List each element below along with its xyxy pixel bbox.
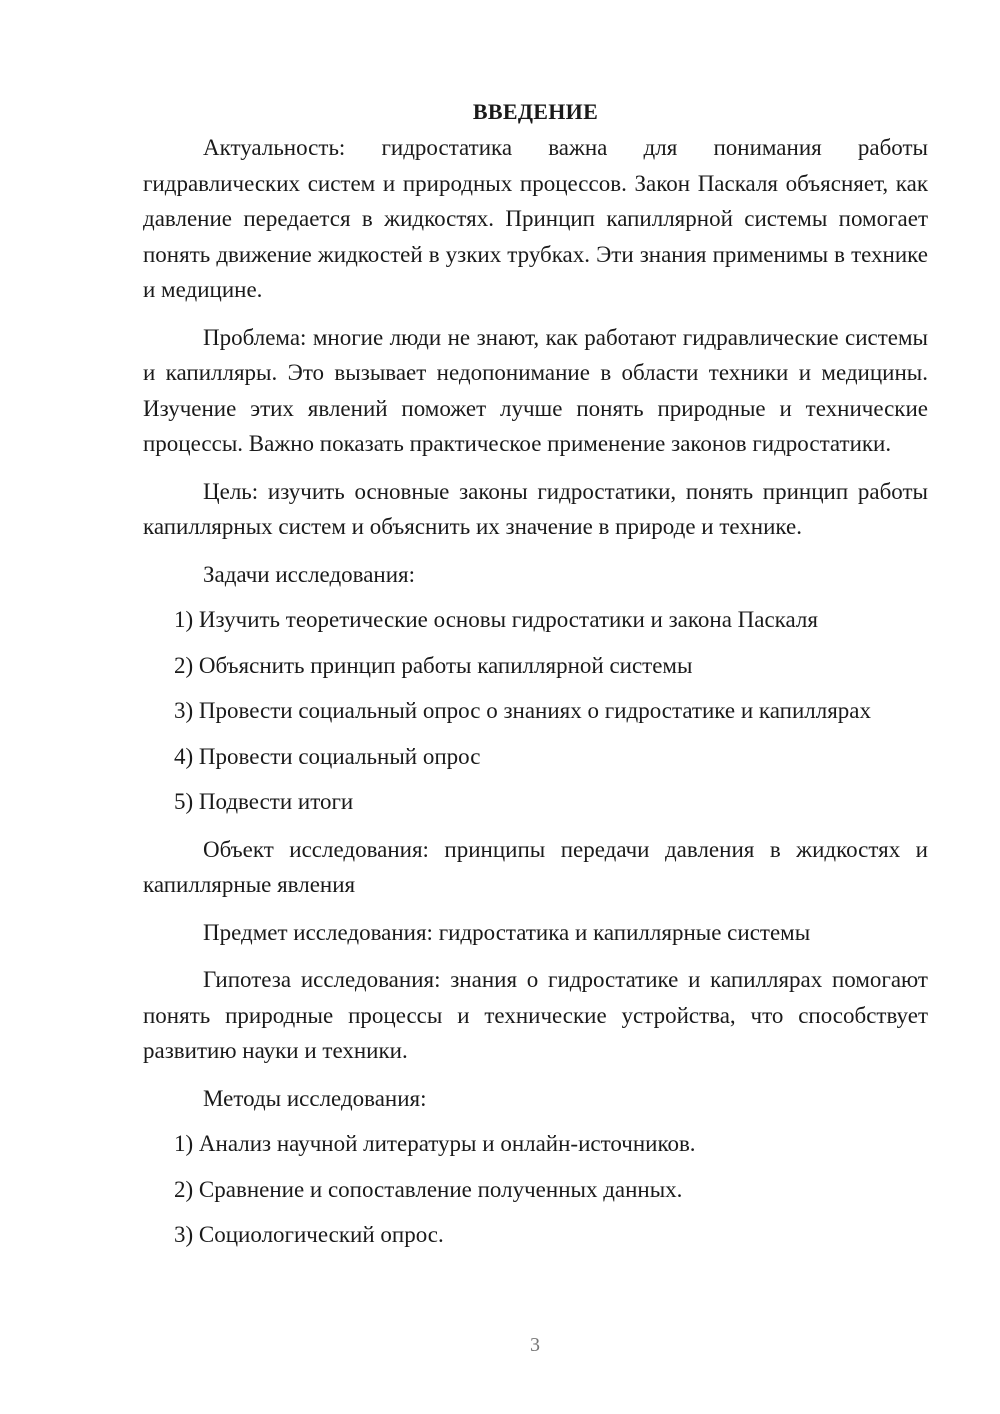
tasks-heading: Задачи исследования: bbox=[203, 561, 416, 587]
page-number: 3 bbox=[530, 1334, 540, 1356]
document-body bbox=[143, 94, 928, 1253]
paragraph-problem: Проблема: многие люди не знают, как работают гидравлические системы и капилляры. Это вызывает недопонимание в области техники и медицины. Изучение этих явлений поможет лучше понять природные и технические процессы. Важно показать практическое применение законов гидростатики. bbox=[143, 324, 928, 456]
paragraph-relevance: Актуальность: гидростатика важна для понимания работы гидравлических систем и природных процессов. Закон Паскаля объясняет, как давление передается в жидкостях. Принцип капиллярной системы помогает понять движение жидкостей в узких трубках. Эти знания применимы в технике и медицине. bbox=[143, 135, 928, 302]
section-title: ВВЕДЕНИЕ bbox=[472, 99, 599, 124]
paragraph-hypothesis: Гипотеза исследования: знания о гидростатике и капиллярах помогают понять природные процессы и технические устройства, что способствует развитию науки и техники. bbox=[143, 967, 928, 1063]
task-item-3: 3) Провести социальный опрос о знаниях о гидростатике и капиллярах bbox=[174, 698, 871, 723]
paragraph-subject: Предмет исследования: гидростатика и капиллярные системы bbox=[203, 919, 811, 945]
method-item-2: 2) Сравнение и сопоставление полученных данных. bbox=[174, 1176, 683, 1202]
method-item-3: 3) Социологический опрос. bbox=[174, 1222, 444, 1247]
task-item-4: 4) Провести социальный опрос bbox=[174, 743, 481, 769]
methods-heading: Методы исследования: bbox=[203, 1085, 427, 1111]
method-item-1: 1) Анализ научной литературы и онлайн-источников. bbox=[174, 1131, 696, 1156]
task-item-1: 1) Изучить теоретические основы гидростатики и закона Паскаля bbox=[174, 607, 818, 632]
task-item-5: 5) Подвести итоги bbox=[174, 789, 354, 814]
paragraph-object: Объект исследования: принципы передачи давления в жидкостях и капиллярные явления bbox=[143, 836, 928, 897]
paragraph-goal: Цель: изучить основные законы гидростатики, понять принцип работы капиллярных систем и объяснить их значение в природе и технике. bbox=[143, 478, 928, 539]
task-item-2: 2) Объяснить принцип работы капиллярной системы bbox=[174, 652, 693, 678]
